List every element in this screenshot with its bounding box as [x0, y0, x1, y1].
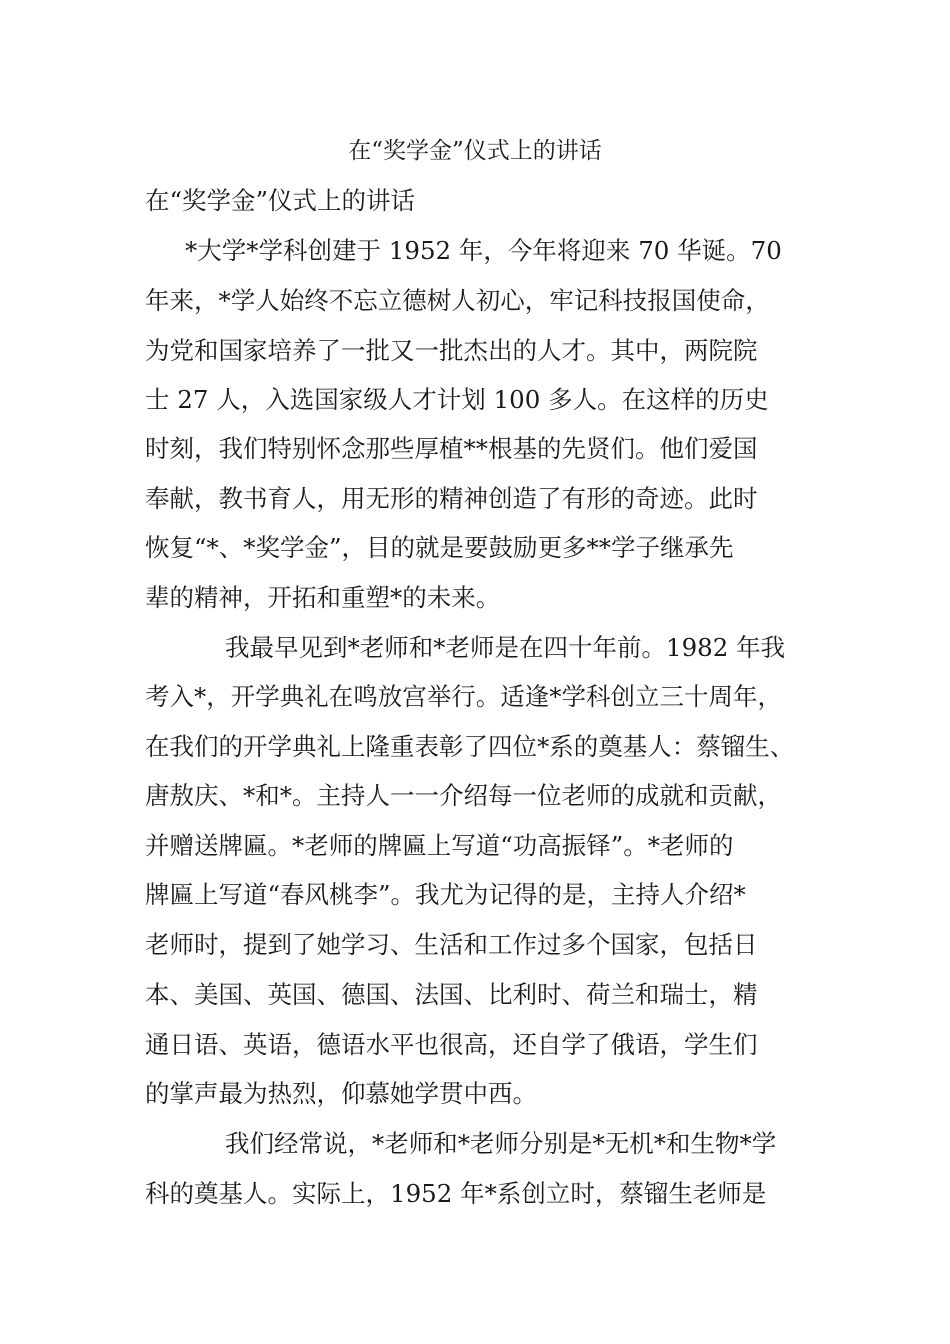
paragraph-2-line-6: 牌匾上写道“春风桃李”。我尤为记得的是，主持人介绍*: [145, 880, 746, 909]
paragraph-1-line-2: 年来，*学人始终不忘立德树人初心，牢记科技报国使命，: [145, 286, 770, 315]
paragraph-1-line-3: 为党和国家培养了一批又一批杰出的人才。其中，两院院: [145, 336, 758, 365]
paragraph-2-line-1: 我最早见到*老师和*老师是在四十年前。1982 年我: [225, 633, 786, 662]
paragraph-2-line-8: 本、美国、英国、德国、法国、比利时、荷兰和瑞士，精: [145, 980, 758, 1009]
paragraph-3-line-2: 科的奠基人。实际上，1952 年*系创立时，蔡镏生老师是: [145, 1179, 767, 1208]
paragraph-3-line-1: 我们经常说，*老师和*老师分别是*无机*和生物*学: [225, 1129, 777, 1158]
document-subtitle: 在“奖学金”仪式上的讲话: [145, 186, 416, 215]
paragraph-1-line-5: 时刻，我们特别怀念那些厚植**根基的先贤们。他们爱国: [145, 434, 758, 463]
paragraph-1-line-4: 士 27 人，入选国家级人才计划 100 多人。在这样的历史: [145, 385, 769, 414]
paragraph-2-line-10: 的掌声最为热烈，仰慕她学贯中西。: [145, 1079, 537, 1108]
paragraph-2-line-2: 考入*，开学典礼在鸣放宫举行。适逢*学科创立三十周年，: [145, 682, 782, 711]
paragraph-2-line-5: 并赠送牌匾。*老师的牌匾上写道“功高振铎”。*老师的: [145, 831, 734, 860]
paragraph-1-line-6: 奉献，教书育人，用无形的精神创造了有形的奇迹。此时: [145, 484, 758, 513]
paragraph-2-line-7: 老师时，提到了她学习、生活和工作过多个国家，包括日: [145, 930, 758, 959]
paragraph-2-line-3: 在我们的开学典礼上隆重表彰了四位*系的奠基人：蔡镏生、: [145, 732, 795, 761]
paragraph-1-line-8: 辈的精神，开拓和重塑*的未来。: [145, 583, 501, 612]
paragraph-1-line-1: *大学*学科创建于 1952 年，今年将迎来 70 华诞。70: [185, 236, 782, 265]
paragraph-1-line-7: 恢复“*、*奖学金”，目的就是要鼓励更多**学子继承先: [145, 533, 734, 562]
document-title: 在“奖学金”仪式上的讲话: [348, 138, 602, 164]
paragraph-2-line-9: 通日语、英语，德语水平也很高，还自学了俄语，学生们: [145, 1030, 758, 1059]
paragraph-2-line-4: 唐敖庆、*和*。主持人一一介绍每一位老师的成就和贡献，: [145, 781, 782, 810]
